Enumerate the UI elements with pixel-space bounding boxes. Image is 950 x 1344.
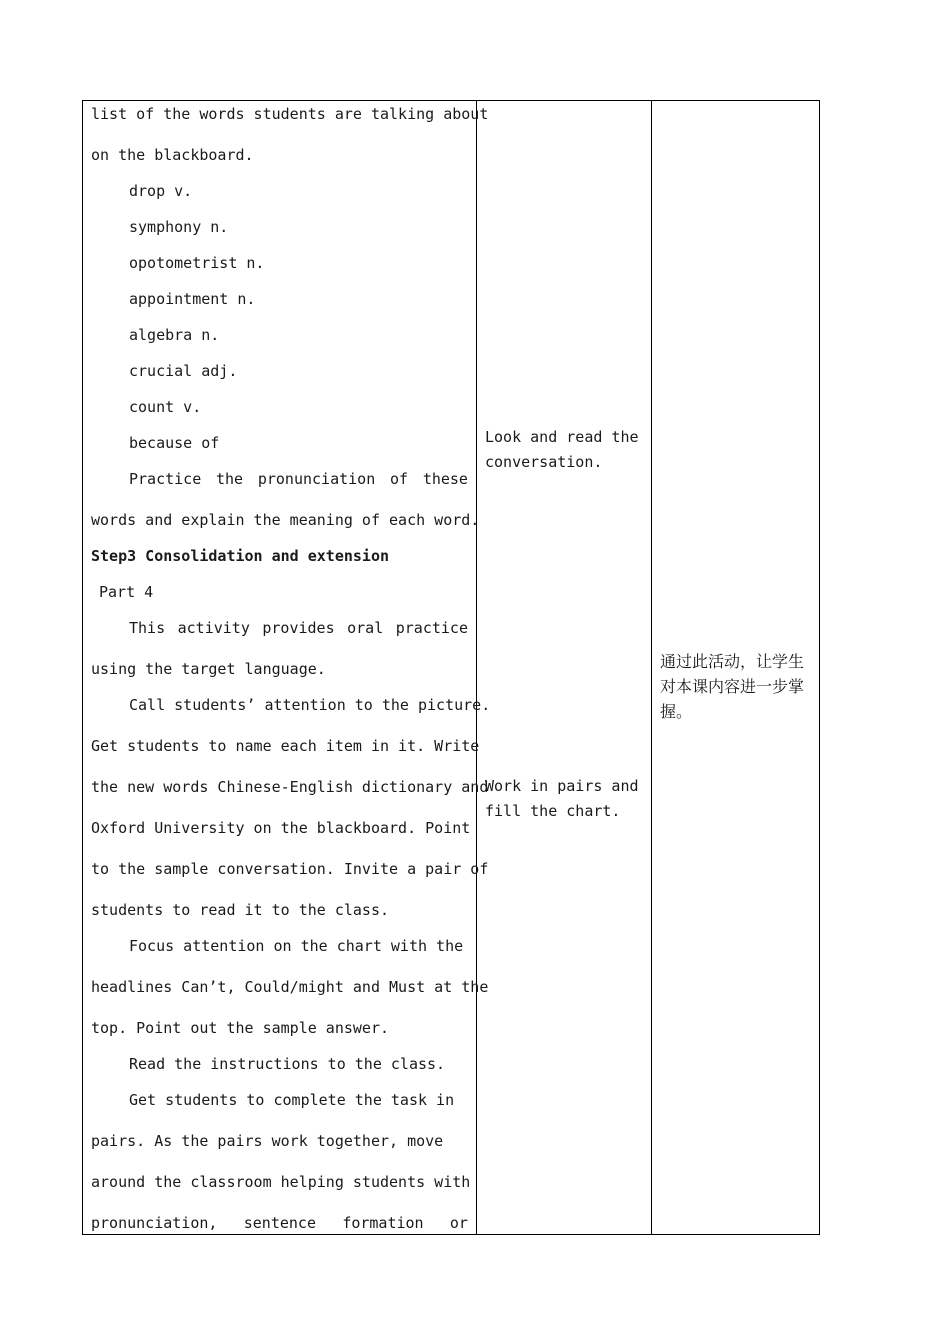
- vocab-item: drop v.: [129, 182, 193, 200]
- text-line: around the classroom helping students with: [91, 1173, 471, 1191]
- text-line: pairs. As the pairs work together, move: [91, 1132, 444, 1150]
- text-line: top. Point out the sample answer.: [91, 1019, 390, 1037]
- vocab-item: count v.: [129, 398, 202, 416]
- vocab-item: because of: [129, 434, 220, 452]
- text-line: Read the instructions to the class.: [129, 1055, 446, 1073]
- design-purpose: 通过此活动，让学生对本课内容进一步掌握。: [660, 652, 805, 721]
- text-line: Oxford University on the blackboard. Point: [91, 819, 471, 837]
- step-heading: Step3 Consolidation and extension: [91, 547, 390, 565]
- text-line: pronunciation, sentence formation or: [91, 1214, 468, 1232]
- text-line: Get students to name each item in it. Write: [91, 737, 480, 755]
- text-line: headlines Can’t, Could/might and Must at the: [91, 978, 489, 996]
- text-line: the new words Chinese-English dictionary and: [91, 778, 489, 796]
- student-activity-1: Look and read the conversation.: [485, 428, 639, 471]
- text-line: Call students’ attention to the picture.: [129, 696, 491, 714]
- lesson-plan-table: [82, 100, 820, 1235]
- column-divider: [476, 101, 477, 1234]
- text-line: on the blackboard.: [91, 146, 254, 164]
- vocab-item: symphony n.: [129, 218, 229, 236]
- text-line: Get students to complete the task in: [129, 1091, 455, 1109]
- vocab-item: algebra n.: [129, 326, 220, 344]
- text-line: words and explain the meaning of each word.: [91, 511, 480, 529]
- text-line: This activity provides oral practice: [129, 619, 468, 637]
- text-line: to the sample conversation. Invite a pair of: [91, 860, 489, 878]
- column-divider: [651, 101, 652, 1234]
- vocab-item: opotometrist n.: [129, 254, 265, 272]
- text-line: Focus attention on the chart with the: [129, 937, 464, 955]
- vocab-item: crucial adj.: [129, 362, 238, 380]
- student-activity-2: Work in pairs and fill the chart.: [485, 777, 639, 820]
- part-label: Part 4: [99, 583, 154, 601]
- text-line: Practice the pronunciation of these: [129, 470, 468, 488]
- text-line: list of the words students are talking about: [91, 105, 489, 123]
- vocab-item: appointment n.: [129, 290, 256, 308]
- text-line: using the target language.: [91, 660, 326, 678]
- text-line: students to read it to the class.: [91, 901, 390, 919]
